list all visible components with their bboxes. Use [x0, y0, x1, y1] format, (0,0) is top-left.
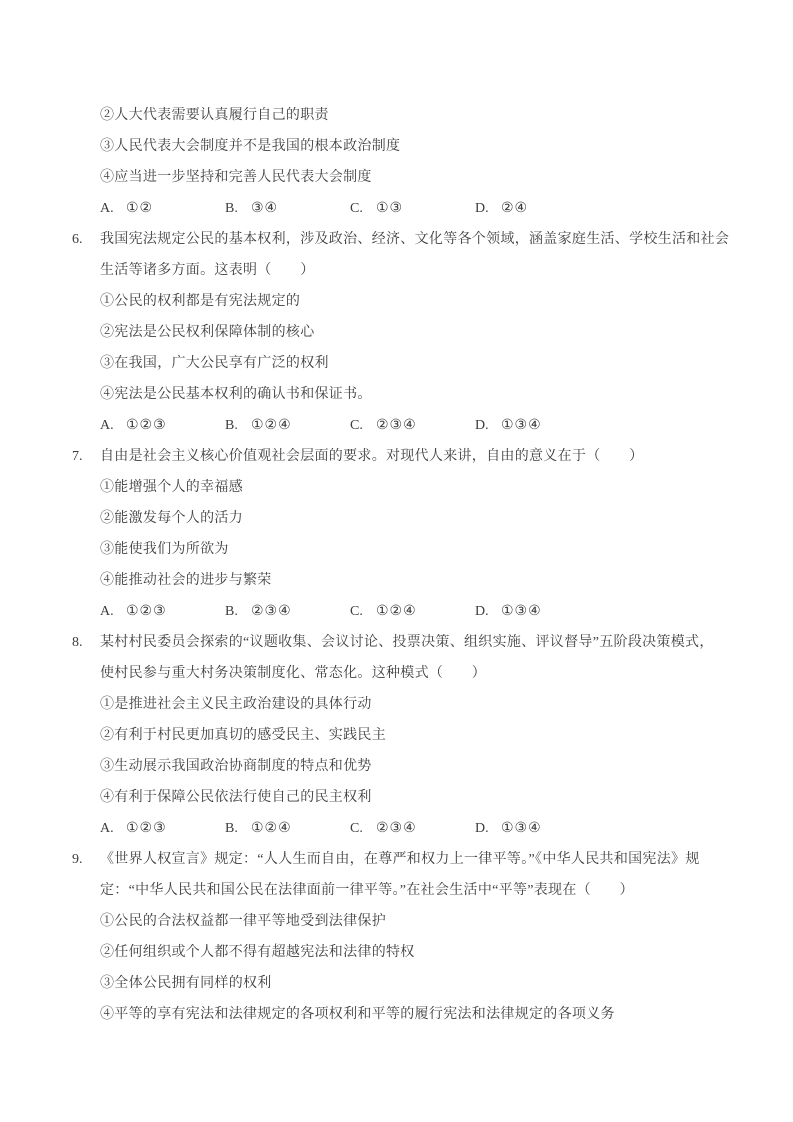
answer-option-value: ①②④	[376, 604, 417, 619]
question-number: 7.	[72, 449, 83, 464]
answer-option-c	[350, 193, 475, 224]
question-block-9	[72, 844, 737, 1030]
question-stem-line: 生活等诸多方面。这表明（ ）	[100, 263, 315, 278]
answer-option-label: B.	[225, 418, 238, 433]
answer-option-value: ②④	[501, 201, 529, 216]
question-stem-text: 我国宪法规定公民的基本权利，涉及政治、经济、文化等各个领域，涵盖家庭生活、学校生活和社会	[100, 232, 730, 247]
answer-option-label: C.	[350, 604, 363, 619]
answer-option-label: D.	[475, 604, 489, 619]
answer-option-value: ①②④	[251, 821, 292, 836]
question-item-line: ①公民的合法权益都一律平等地受到法律保护	[100, 914, 386, 929]
question-stem-text: 《世界人权宣言》规定：“人人生而自由，在尊严和权力上一律平等。”《中华人民共和国宪法》规	[100, 852, 700, 867]
answer-option-label: B.	[225, 604, 238, 619]
question-stem-line	[72, 627, 737, 658]
answer-option-d	[475, 410, 600, 441]
answer-option-b	[225, 813, 350, 844]
question-item-line: ③能使我们为所欲为	[100, 542, 229, 557]
question-item-line: ④有利于保障公民依法行使自己的民主权利	[100, 790, 372, 805]
question-stem-line	[72, 844, 737, 875]
answer-option-value: ①③④	[501, 418, 542, 433]
answer-option-d	[475, 596, 600, 627]
answer-option-c	[350, 596, 475, 627]
question-block-7	[72, 441, 737, 627]
question-item-line: ②宪法是公民权利保障体制的核心	[100, 325, 315, 340]
answer-option-value: ①②③	[126, 821, 167, 836]
answer-option-d	[475, 193, 600, 224]
question-stem-line: 使村民参与重大村务决策制度化、常态化。这种模式（ ）	[100, 666, 487, 681]
question-item-line: ②能激发每个人的活力	[100, 511, 243, 526]
answer-option-label: D.	[475, 418, 489, 433]
answer-option-a	[100, 596, 225, 627]
answer-option-d	[475, 813, 600, 844]
answer-option-value: ②③④	[251, 604, 292, 619]
question-item-line: ④应当进一步坚持和完善人民代表大会制度	[100, 170, 372, 185]
answer-option-c	[350, 813, 475, 844]
question-item-line: ④能推动社会的进步与繁荣	[100, 573, 272, 588]
answer-option-value: ①②③	[126, 418, 167, 433]
answer-options-row	[72, 410, 737, 441]
question-stem-text: 某村村民委员会探索的“议题收集、会议讨论、投票决策、组织实施、评议督导”五阶段决策模式，	[100, 635, 714, 650]
question-item-line: ③全体公民拥有同样的权利	[100, 976, 272, 991]
answer-option-value: ②③④	[376, 821, 417, 836]
answer-option-label: A.	[100, 418, 114, 433]
answer-option-label: C.	[350, 418, 363, 433]
answer-option-value: ①③④	[501, 604, 542, 619]
answer-option-label: B.	[225, 821, 238, 836]
answer-option-label: A.	[100, 604, 114, 619]
answer-option-label: A.	[100, 821, 114, 836]
question-stem-text: 自由是社会主义核心价值观社会层面的要求。对现代人来讲，自由的意义在于（ ）	[100, 449, 644, 464]
question-item-line: ④宪法是公民基本权利的确认书和保证书。	[100, 387, 372, 402]
question-item-line: ②任何组织或个人都不得有超越宪法和法律的特权	[100, 945, 415, 960]
question-item-line: ②人大代表需要认真履行自己的职责	[100, 108, 329, 123]
answer-option-label: C.	[350, 821, 363, 836]
question-stem-line	[72, 224, 737, 255]
answer-options-row	[72, 813, 737, 844]
answer-option-label: A.	[100, 201, 114, 216]
answer-option-value: ①③	[376, 201, 404, 216]
question-number: 9.	[72, 852, 83, 867]
answer-option-label: B.	[225, 201, 238, 216]
answer-option-value: ①②	[126, 201, 154, 216]
question-item-line: ①能增强个人的幸福感	[100, 480, 243, 495]
answer-option-b	[225, 410, 350, 441]
question-block-8	[72, 627, 737, 844]
answer-option-value: ②③④	[376, 418, 417, 433]
question-item-line: ③在我国，广大公民享有广泛的权利	[100, 356, 329, 371]
answer-option-value: ①③④	[501, 821, 542, 836]
answer-option-label: D.	[475, 821, 489, 836]
question-stem-line: 定：“中华人民共和国公民在法律面前一律平等。”在社会生活中“平等”表现在（ ）	[100, 883, 634, 898]
answer-option-label: C.	[350, 201, 363, 216]
question-item-line: ③生动展示我国政治协商制度的特点和优势	[100, 759, 372, 774]
answer-option-a	[100, 410, 225, 441]
answer-option-value: ①②③	[126, 604, 167, 619]
question-item-line: ②有利于村民更加真切的感受民主、实践民主	[100, 728, 386, 743]
question-item-line: ④平等的享有宪法和法律规定的各项权利和平等的履行宪法和法律规定的各项义务	[100, 1007, 615, 1022]
answer-option-label: D.	[475, 201, 489, 216]
answer-options-row	[72, 193, 737, 224]
exam-body	[72, 100, 737, 1030]
question-stem-line	[72, 441, 737, 472]
question-item-line: ③人民代表大会制度并不是我国的根本政治制度	[100, 139, 401, 154]
question-block-6	[72, 224, 737, 441]
question-number: 6.	[72, 232, 83, 247]
answer-option-a	[100, 193, 225, 224]
answer-option-value: ③④	[251, 201, 279, 216]
answer-option-b	[225, 596, 350, 627]
answer-option-c	[350, 410, 475, 441]
question-item-line: ①是推进社会主义民主政治建设的具体行动	[100, 697, 372, 712]
question-number: 8.	[72, 635, 83, 650]
answer-options-row	[72, 596, 737, 627]
question-block-5-continuation	[72, 100, 737, 224]
answer-option-b	[225, 193, 350, 224]
answer-option-a	[100, 813, 225, 844]
answer-option-value: ①②④	[251, 418, 292, 433]
question-item-line: ①公民的权利都是有宪法规定的	[100, 294, 301, 309]
